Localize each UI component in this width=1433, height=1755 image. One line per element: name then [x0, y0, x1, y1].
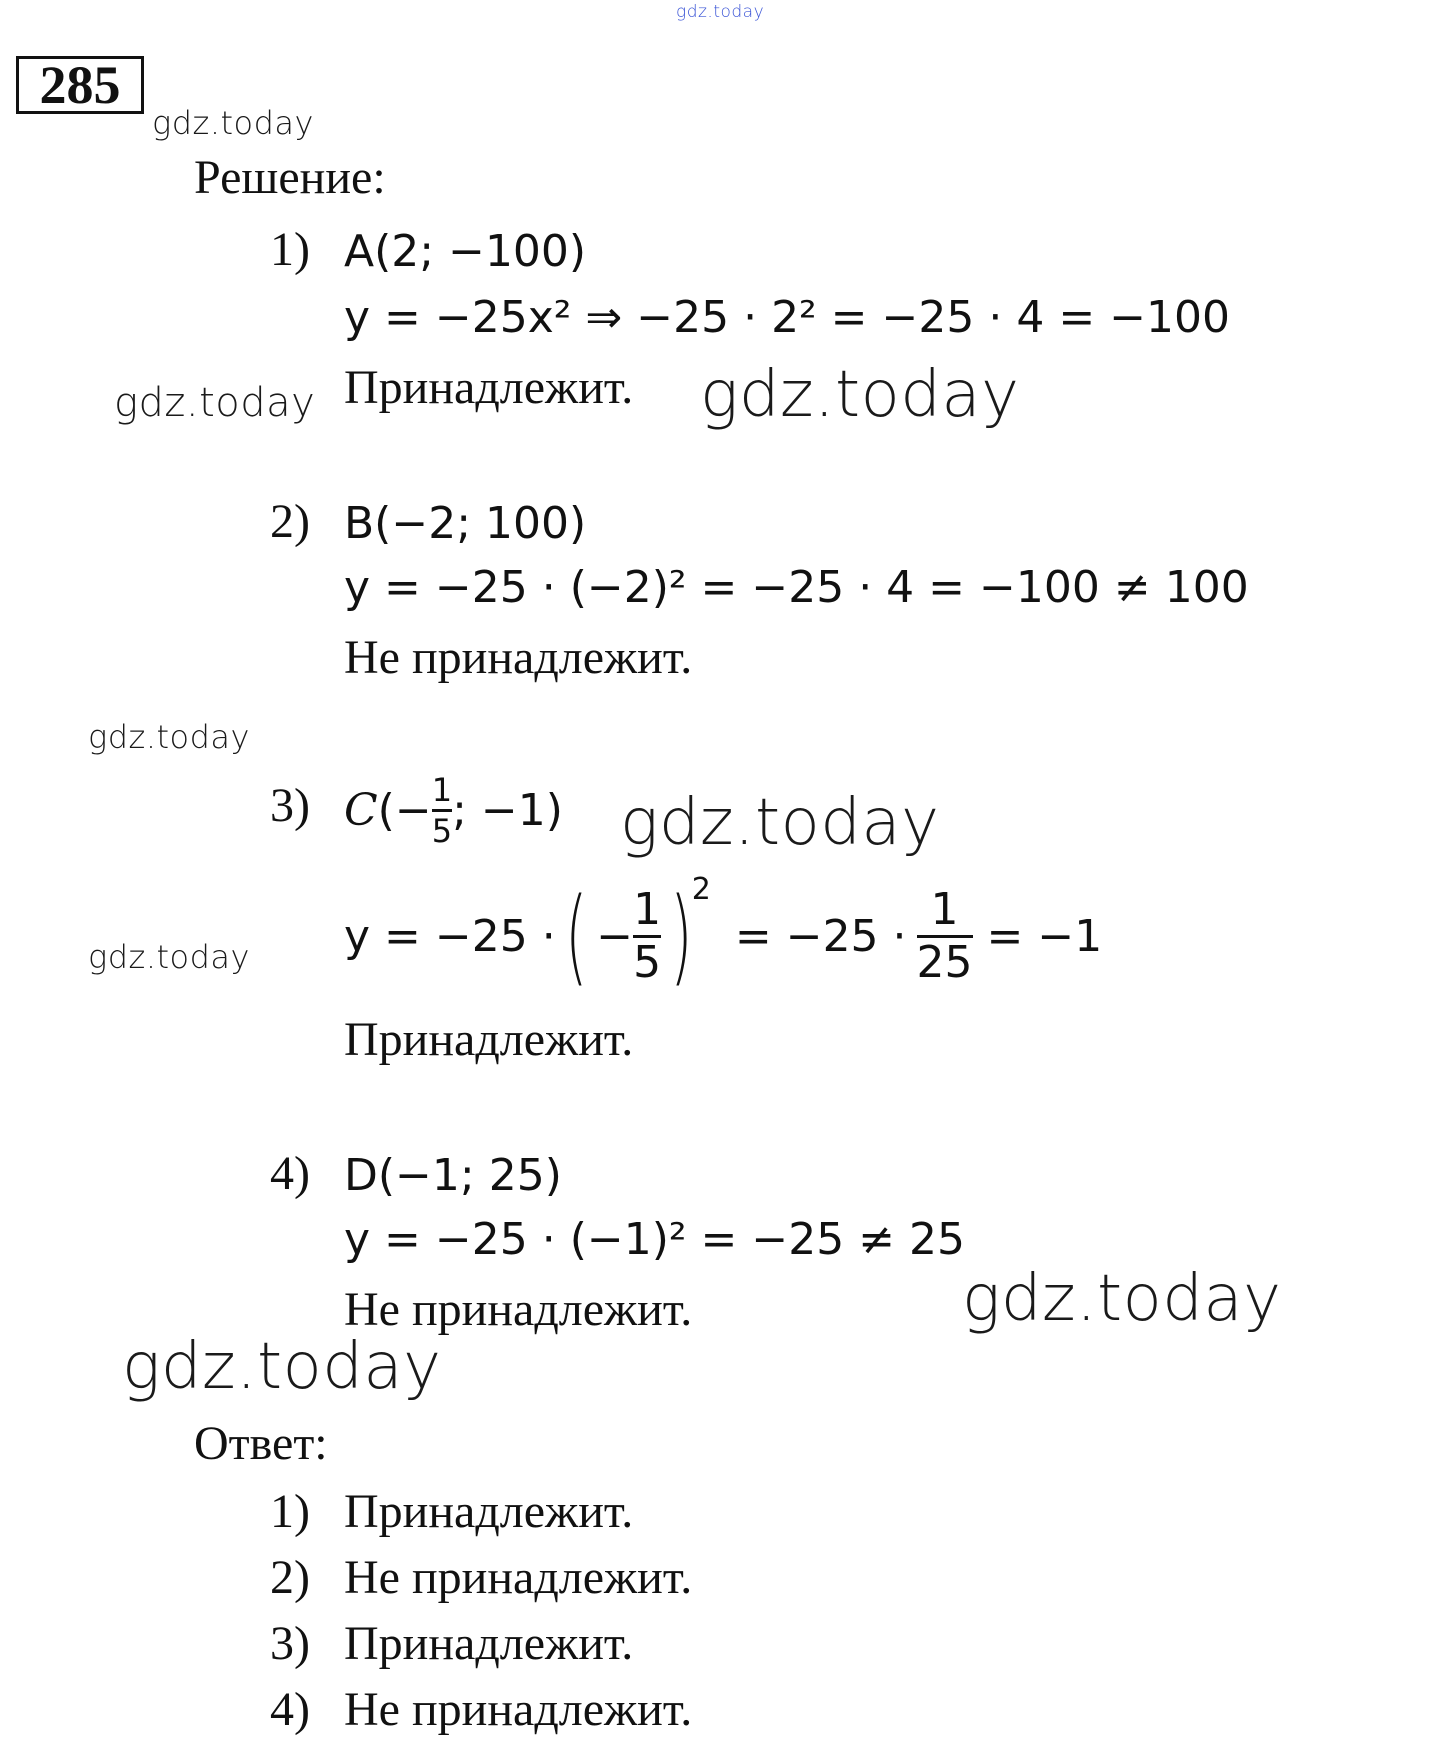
- fraction-denominator: 5: [633, 936, 662, 988]
- item-2-number: 2): [270, 495, 310, 548]
- answer-2-number: 2): [270, 1551, 310, 1604]
- item-2-verdict: Не принадлежит.: [344, 631, 693, 684]
- item-1-verdict: Принадлежит.: [344, 361, 634, 414]
- answer-4-number: 4): [270, 1683, 310, 1736]
- item-2-calculation: y = −25 · (−2)² = −25 · 4 = −100 ≠ 100: [344, 562, 1249, 613]
- item-3-point-y: −1: [480, 784, 546, 836]
- item-3-verdict: Принадлежит.: [344, 1013, 634, 1066]
- item-3-calc-fraction: [633, 883, 662, 988]
- item-3-point: C (− $\frac{1}{5}$ ; −1 ): [344, 770, 563, 850]
- item-3-number: 3): [270, 779, 310, 832]
- item-4-calculation: y = −25 · (−1)² = −25 ≠ 25: [344, 1214, 966, 1265]
- fraction-numerator: 1: [633, 883, 662, 935]
- solution-heading: Решение:: [194, 151, 386, 204]
- item-4-verdict: Не принадлежит.: [344, 1283, 693, 1336]
- fraction-denominator: 5: [431, 811, 453, 850]
- item-1-calculation: y = −25x² ⇒ −25 · 2² = −25 · 4 = −100: [344, 292, 1231, 343]
- item-4-point: D(−1; 25): [344, 1150, 562, 1201]
- watermark: gdz.today: [962, 1262, 1282, 1336]
- problem-number: 285: [16, 56, 144, 114]
- item-4-number: 4): [270, 1147, 310, 1200]
- watermark: gdz.today: [700, 358, 1020, 432]
- item-2-point: B(−2; 100): [344, 498, 587, 549]
- item-3-point-fraction: [431, 770, 453, 850]
- answer-1-number: 1): [270, 1485, 310, 1538]
- answer-heading: Ответ:: [194, 1417, 328, 1470]
- watermark: gdz.today: [620, 786, 940, 860]
- watermark: gdz.today: [88, 938, 250, 976]
- answer-3-text: Принадлежит.: [344, 1617, 634, 1670]
- answer-4-text: Не принадлежит.: [344, 1683, 693, 1736]
- fraction-denominator: 25: [916, 936, 973, 988]
- item-3-calc-lhs: y = −25 ·: [344, 910, 556, 962]
- fraction-numerator: 1: [431, 770, 453, 809]
- item-1-point: A(2; −100): [344, 226, 587, 277]
- item-3-calc-fraction-2: [916, 883, 973, 988]
- answer-1-text: Принадлежит.: [344, 1485, 634, 1538]
- answer-2-text: Не принадлежит.: [344, 1551, 693, 1604]
- watermark: gdz.today: [152, 104, 314, 142]
- item-3-calc-power: 2: [691, 872, 711, 907]
- watermark: gdz.today: [114, 380, 316, 426]
- watermark-top: gdz.today: [676, 2, 765, 22]
- item-1-number: 1): [270, 223, 310, 276]
- answer-3-number: 3): [270, 1617, 310, 1670]
- item-3-calc-rhs: = −1: [986, 910, 1103, 962]
- item-3-calculation: y = −25 · ( − $\frac{1}{5}$ ) 2 = −25 · $\frac{1}{25}$ = −1: [344, 872, 1103, 997]
- watermark: gdz.today: [88, 718, 250, 756]
- item-3-calc-mid: = −25 ·: [734, 910, 907, 962]
- item-3-point-letter: C: [344, 784, 378, 836]
- watermark: gdz.today: [122, 1330, 442, 1404]
- fraction-numerator: 1: [930, 883, 959, 935]
